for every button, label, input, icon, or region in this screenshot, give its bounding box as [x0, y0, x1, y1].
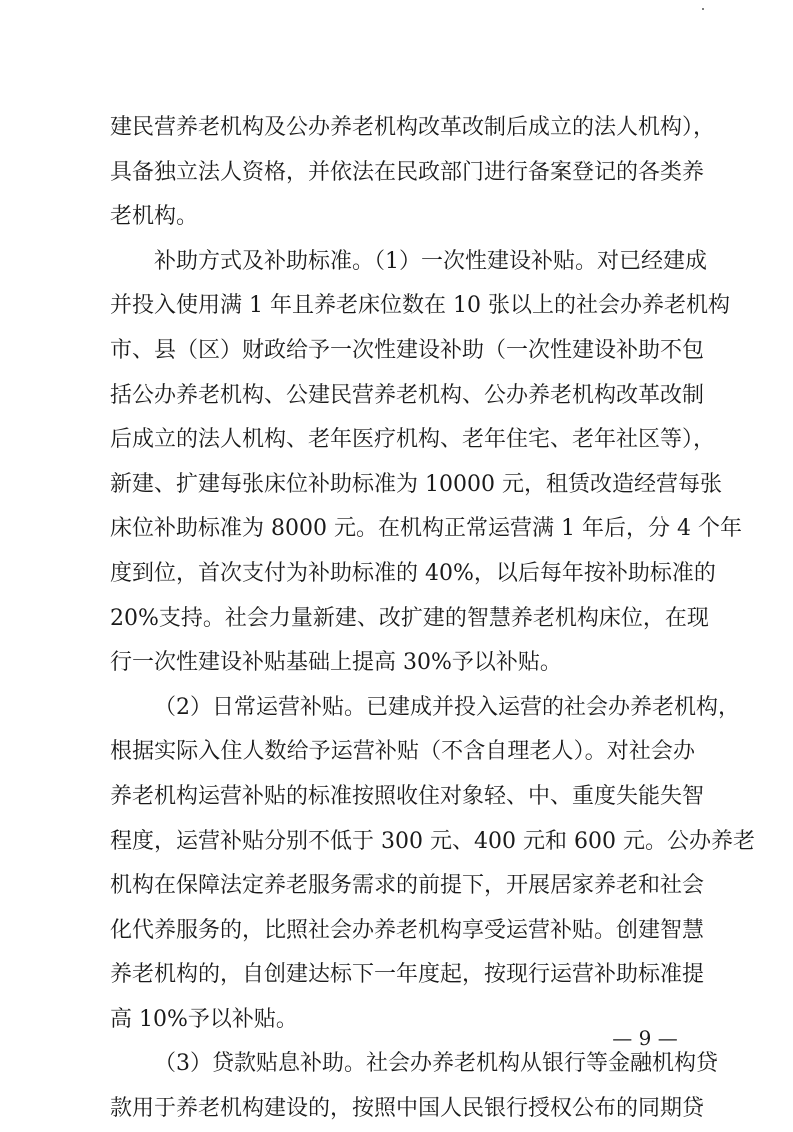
text-line: 高 10%予以补贴。 [110, 1006, 298, 1032]
text-line: 床位补助标准为 8000 元。在机构正常运营满 1 年后，分 4 个年 [110, 516, 742, 542]
text-line: 养老机构运营补贴的标准按照收住对象轻、中、重度失能失智 [110, 783, 705, 809]
text-line: 市、县（区）财政给予一次性建设补助（一次性建设补助不包 [110, 337, 705, 363]
text-line: 老机构。 [110, 204, 199, 230]
text-line: （3）贷款贴息补助。社会办养老机构从银行等金融机构贷 [154, 1051, 718, 1077]
text-line: 养老机构的，自创建达标下一年度起，按现行运营补助标准提 [110, 962, 705, 988]
text-line: 新建、扩建每张床位补助标准为 10000 元，租赁改造经营每张 [110, 471, 722, 497]
body-text [110, 106, 755, 1132]
scan-speck [702, 8, 704, 10]
text-line: 具备独立法人资格，并依法在民政部门进行备案登记的各类养 [110, 159, 705, 185]
text-line: 并投入使用满 1 年且养老床位数在 10 张以上的社会办养老机构 [110, 293, 730, 319]
text-line: （2）日常运营补贴。已建成并投入运营的社会办养老机构， [154, 694, 740, 720]
text-line: 机构在保障法定养老服务需求的前提下，开展居家养老和社会 [110, 873, 705, 899]
page-number: — 9 — [612, 1026, 678, 1050]
text-line: 行一次性建设补贴基础上提高 30%予以补贴。 [110, 650, 562, 676]
text-line: 根据实际入住人数给予运营补贴（不含自理老人）。对社会办 [110, 739, 695, 765]
text-line: 款用于养老机构建设的，按照中国人民银行授权公布的同期贷 [110, 1096, 705, 1122]
text-line: 程度，运营补贴分别不低于 300 元、400 元和 600 元。公办养老 [110, 828, 755, 854]
text-line: 20%支持。社会力量新建、改扩建的智慧养老机构床位，在现 [110, 605, 709, 631]
text-line: 后成立的法人机构、老年医疗机构、老年住宅、老年社区等）， [110, 427, 716, 453]
text-line: 化代养服务的，比照社会办养老机构享受运营补贴。创建智慧 [110, 917, 705, 943]
text-line: 补助方式及补助标准。（1）一次性建设补贴。对已经建成 [154, 248, 707, 274]
text-line: 括公办养老机构、公建民营养老机构、公办养老机构改革改制 [110, 382, 705, 408]
text-line: 建民营养老机构及公办养老机构改革改制后成立的法人机构）， [110, 115, 716, 140]
text-line: 度到位，首次支付为补助标准的 40%，以后每年按补助标准的 [110, 560, 716, 586]
